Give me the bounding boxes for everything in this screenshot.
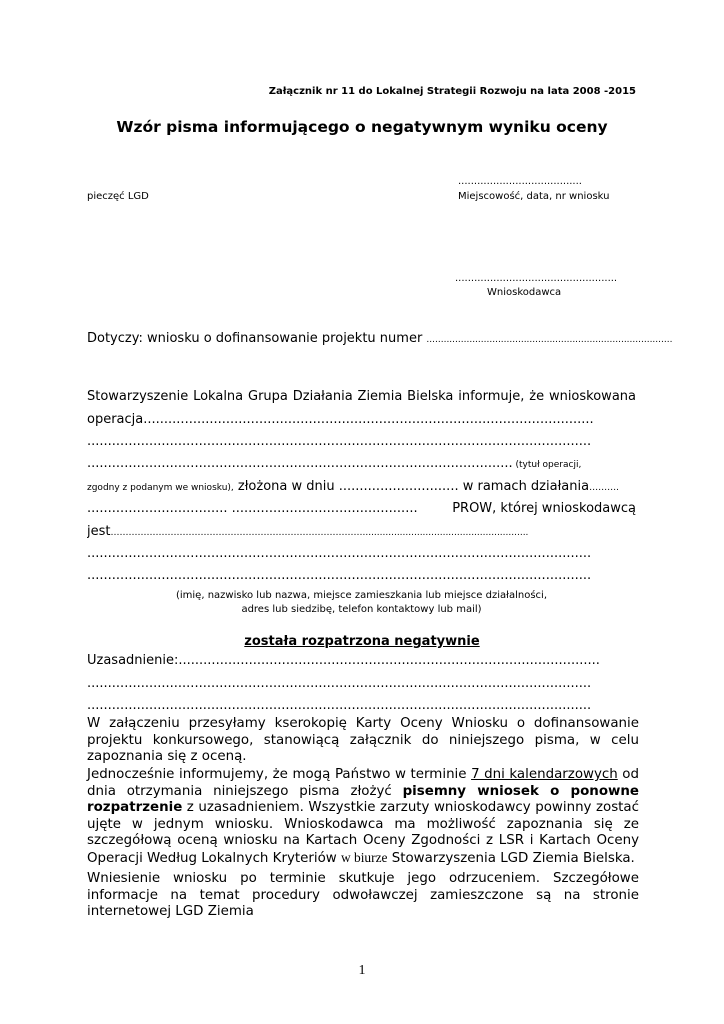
appeal-deadline: 7 dni kalendarzowych xyxy=(471,767,618,782)
page-number: 1 xyxy=(358,963,366,978)
place-date-label: Miejscowość, data, nr wniosku xyxy=(458,191,610,202)
justification-line-2: .......................................................................................................................... xyxy=(87,676,592,691)
place-dots: ....................................... xyxy=(458,176,582,187)
dots-line-8: .......................................................................................................................... xyxy=(87,568,592,583)
intro-line: Stowarzyszenie Lokalna Grupa Działania Ziemia Bielska informuje, że wnioskowana xyxy=(87,389,636,404)
note-title-2: zgodny z podanym we wniosku), xyxy=(87,483,234,493)
applicant-dots: ................................................... xyxy=(455,273,618,284)
appeal-text-c: z uzasadnieniem. Wszystkie zarzuty wnioskodawcy powinny zostać ujęte w jednym wniosku. Wnioskodawca ma możliwość zapoznania się ze szczegółową oceną wniosku na Kartach Oceny Zgodności z LSR i Kartach Oceny Operacji Według Lokalnych Kryteriów xyxy=(87,800,639,866)
jest-line xyxy=(87,524,636,539)
subject-line xyxy=(87,331,672,346)
note-person-1: (imię, nazwisko lub nazwa, miejsce zamieszkania lub miejsce działalności, xyxy=(175,590,547,601)
applicant-label: Wnioskodawca xyxy=(487,287,562,298)
decision-heading: została rozpatrzona negatywnie xyxy=(244,634,480,649)
prow-line xyxy=(87,501,636,516)
dots-line-7: .......................................................................................................................... xyxy=(87,546,592,561)
operation-line: operacja............................................................................................................. xyxy=(87,412,594,427)
subject-text: Dotyczy: wniosku o dofinansowanie projektu numer xyxy=(87,331,427,346)
dots-line-2: .......................................................................................................................... xyxy=(87,434,592,449)
paragraph-late: Wniesienie wniosku po terminie skutkuje jego odrzuceniem. Szczegółowe informacje na temat procedury odwoławczej zamieszczone są na stronie internetowej LGD Ziemia xyxy=(87,871,639,919)
appeal-text-d: Stowarzyszenia LGD Ziemia Bielska. xyxy=(387,850,635,866)
paragraph-attachment: W załączeniu przesyłamy kserokopię Karty Oceny Wniosku o dofinansowanie projektu konkursowego, stanowiącą załącznik do niniejszego pisma, w celu zapoznania się z oceną. xyxy=(87,716,639,764)
prow-dots: .................................. ............................................. xyxy=(87,501,418,516)
page-title: Wzór pisma informującego o negatywnym wyniku oceny xyxy=(116,118,608,136)
prow-text: PROW, której wnioskodawcą xyxy=(452,501,636,516)
note-person-2: adres lub siedzibę, telefon kontaktowy lub mail) xyxy=(241,604,482,615)
paragraph-appeal xyxy=(87,767,639,867)
filed-dots: ………. xyxy=(589,483,619,493)
appeal-bold: pisemny wniosek o ponowne rozpatrzenie xyxy=(87,783,640,815)
justification-line: Uzasadnienie:...................................................................................................... xyxy=(87,653,600,668)
attachment-note: Załącznik nr 11 do Lokalnej Strategii Rozwoju na lata 2008 -2015 xyxy=(268,86,636,97)
stamp-label: pieczęć LGD xyxy=(87,191,149,202)
dots-line-3 xyxy=(87,456,636,471)
justification-line-3: .......................................................................................................................... xyxy=(87,698,592,713)
filed-line xyxy=(87,479,636,494)
appeal-text-a: Jednocześnie informujemy, że mogą Państwo w terminie xyxy=(87,767,472,782)
subject-dots: ...................................................................................... xyxy=(426,335,673,345)
dots-line-3-text: ....................................................................................................... xyxy=(87,456,513,471)
filed-text: złożona w dniu ............................. w ramach działania xyxy=(233,479,590,494)
appeal-office: w biurze xyxy=(341,849,388,865)
jest-text: jest xyxy=(87,524,111,539)
note-title: (tytuł operacji, xyxy=(512,460,582,470)
appeal-text-b: od dnia otrzymania niniejszego pisma złożyć xyxy=(87,767,639,799)
jest-dots: ………………………………………………………………………….......................................................... xyxy=(110,528,529,538)
